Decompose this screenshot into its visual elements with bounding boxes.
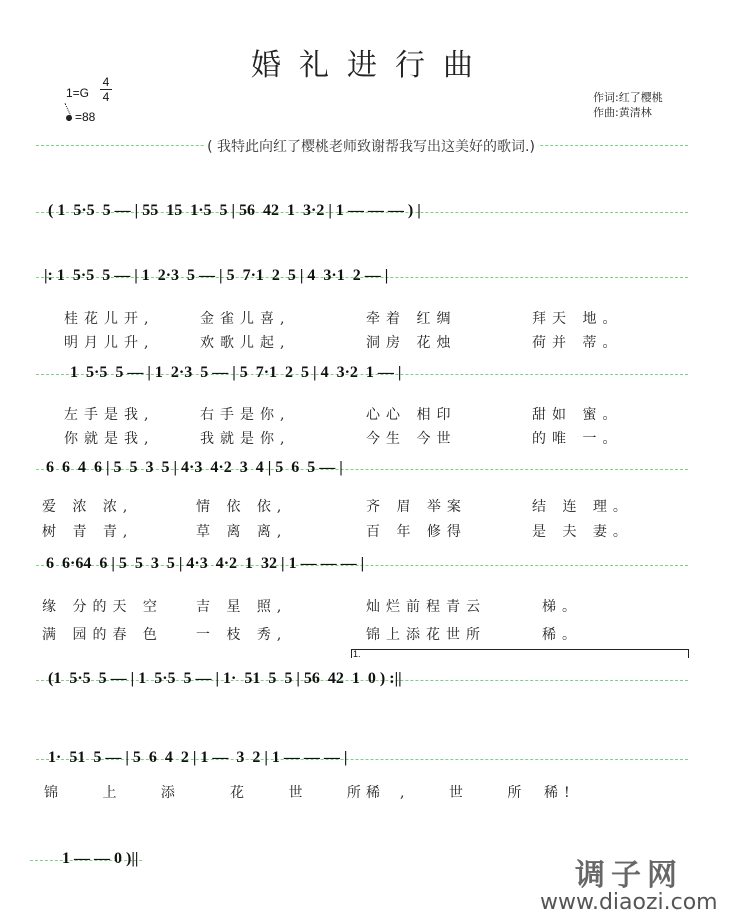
lyric: 稀! [544,785,576,801]
dedication: ( 我特此向红了樱桃老师致谢帮我写出这美好的歌词.) [0,136,742,156]
lyric: 花 世 所 [230,785,381,801]
score-line-8 [36,850,236,880]
lyric: 明月儿升, [64,335,155,351]
song-title: 婚礼进行曲 [251,48,491,83]
lyric: 齐 眉 举案 [366,499,467,515]
lyric: 今生 今世 [366,431,457,447]
lyric: 梯。 [542,599,582,615]
lyric: 洞房 花烛 [366,335,457,351]
notes: 1· 51 5 — | 5 6 4 2 | 1 — 3 2 | 1 — — — | [48,749,348,766]
volta-bracket [351,649,689,658]
lyric: 稀, 世 所 [366,785,542,801]
lyric: 甜如 蜜。 [532,407,623,423]
notes: ( 1 5·5 5 — | 55 15 1·5 5 | 56 42 1 3·2 | 1 — — — ) | [48,202,421,219]
lyric: 左手是我, [64,407,155,423]
lyric: 情 依 依, [196,499,288,515]
lyric: 桂花儿开, [64,311,155,327]
lyric: 心心 相印 [366,407,457,423]
lyricist: 作词:红了樱桃 [593,91,663,104]
volta-label: 1. [353,649,361,659]
lyric: 锦 上 添 [44,785,195,801]
notes: 1 — — 0 )|| [62,850,139,867]
notes: 6 6 4 6 | 5 5 3 5 | 4·3 4·2 3 4 | 5 6 5 — | [46,459,343,476]
watermark-url: www.diaozi.com [540,890,718,915]
lyric: 百 年 修得 [366,524,467,540]
lyric: 右手是你, [200,407,291,423]
lyric: 吉 星 照, [196,599,288,615]
time-signature [100,76,112,103]
lyric: 的唯 一。 [532,431,623,447]
lyric: 爱 浓 浓, [42,499,134,515]
lyric: 缘 分的天 空 [42,599,163,615]
lyric: 拜天 地。 [532,311,623,327]
lyric: 结 连 理。 [532,499,633,515]
notes: |: 1 5·5 5 — | 1 2·3 5 — | 5 7·1 2 5 | 4 3·1 2 — | [44,267,389,284]
lyric: 你就是我, [64,431,155,447]
tempo-value: =88 [75,110,96,124]
score-line-1 [36,202,688,232]
lyric: 牵着 红绸 [366,311,457,327]
key-signature: 1=G [66,86,90,100]
lyric: 金雀儿喜, [200,311,291,327]
lyric: 满 园的春 色 [42,627,163,643]
lyric: 荷并 蒂。 [532,335,623,351]
lyric: 一 枝 秀, [196,627,288,643]
composer: 作曲:黄清林 [593,106,652,119]
lyric: 草 离 离, [196,524,288,540]
quarter-note-icon [65,114,73,122]
score-line-5 [36,555,688,585]
lyric: 是 夫 妻。 [532,524,633,540]
lyric: 欢歌儿起, [200,335,291,351]
score-line-3 [36,364,688,394]
lyric: 锦上添花世所 [366,627,486,643]
time-top: 4 [102,75,110,89]
time-bottom: 4 [102,90,110,104]
lyric: 树 青 青, [42,524,134,540]
score-line-6 [36,670,688,700]
lyric: 稀。 [542,627,582,643]
credits [593,90,663,120]
score-line-2 [36,267,688,297]
lyric: 灿烂前程青云 [366,599,486,615]
lyric: 我就是你, [200,431,291,447]
score-line-4 [36,459,688,489]
watermark-logo: 调子网 [575,858,683,893]
tempo-marking [66,110,95,124]
notes: (1 5·5 5 — | 1 5·5 5 — | 1· 51 5 5 | 56 42 1 0 ) :|| [48,670,402,687]
score-line-7 [36,749,688,779]
notes: 6 6·64 6 | 5 5 3 5 | 4·3 4·2 1 32 | 1 — — — | [46,555,365,572]
notes: 1 5·5 5 — | 1 2·3 5 — | 5 7·1 2 5 | 4 3·2 1 — | [70,364,402,381]
